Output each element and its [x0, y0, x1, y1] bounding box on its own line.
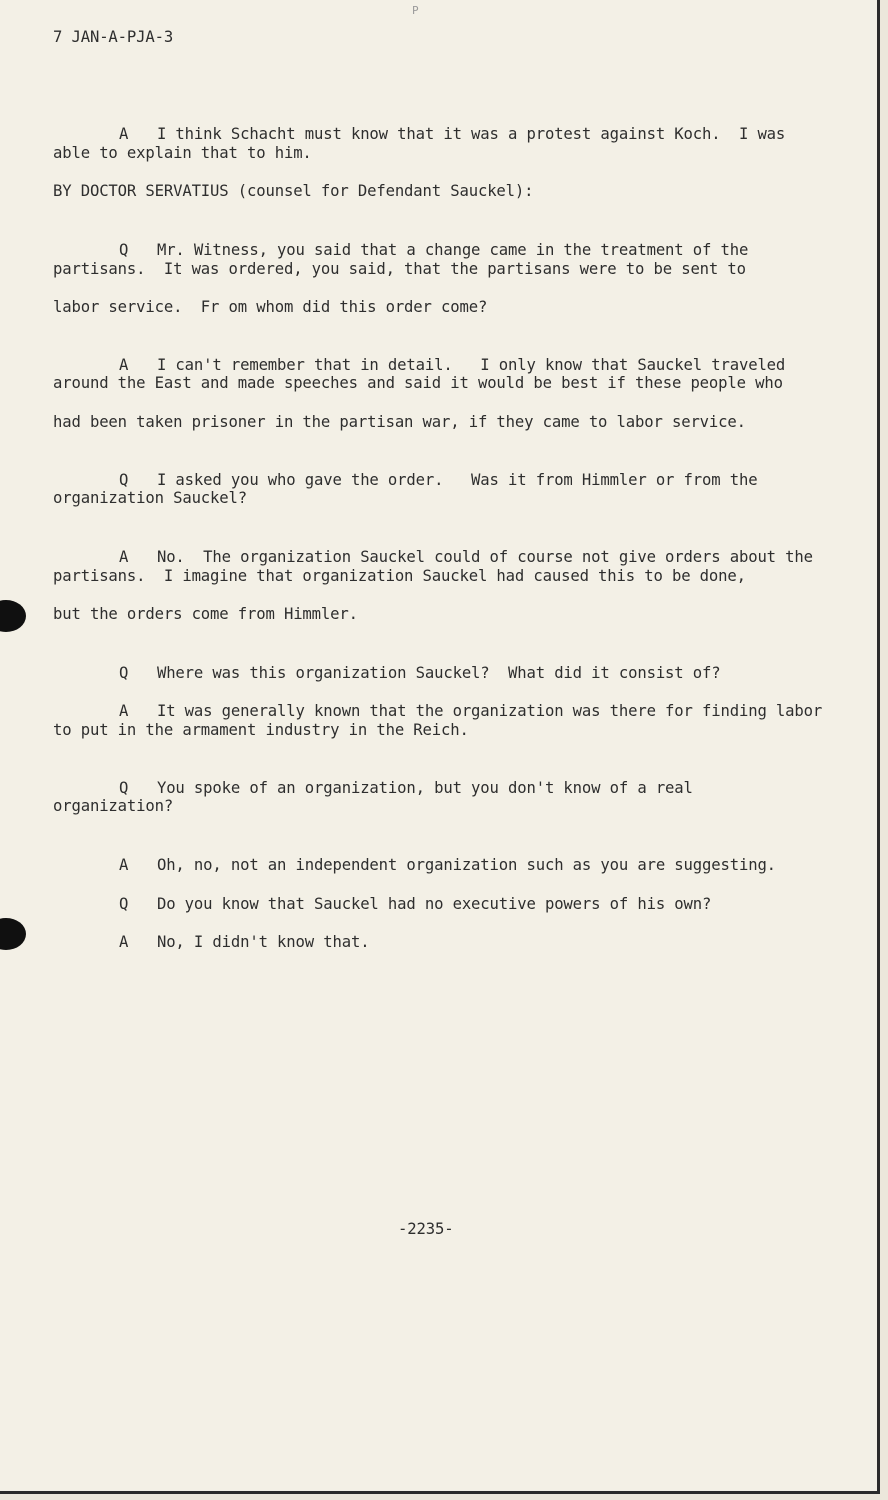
answer-text: I can't remember that in detail. I only know that Sauckel traveled [156, 356, 786, 374]
speaker-label: Q [118, 471, 129, 489]
speaker-label: Q [118, 779, 129, 797]
stamp-mark: P [412, 4, 419, 17]
speaker-label: Q [118, 664, 129, 682]
answer-text: It was generally known that the organization was there for finding labor [156, 702, 823, 720]
examiner-heading: BY DOCTOR SERVATIUS (counsel for Defendant Sauckel): [53, 182, 534, 200]
transcript-line: but the orders come from Himmler. [53, 605, 358, 623]
transcript-line: had been taken prisoner in the partisan war, if they came to labor service. [53, 413, 746, 431]
answer-text: No. The organization Sauckel could of course not give orders about the [156, 548, 813, 566]
punch-hole-icon [0, 918, 26, 950]
transcript-line: partisans. It was ordered, you said, that the partisans were to be sent to [53, 260, 746, 278]
transcript-line: around the East and made speeches and said it would be best if these people who [53, 374, 783, 392]
question-text: You spoke of an organization, but you don't know of a real [156, 779, 693, 797]
transcript-line [82, 912, 369, 972]
answer-text: No, I didn't know that. [156, 933, 370, 951]
question-text: Where was this organization Sauckel? What did it consist of? [156, 664, 721, 682]
transcript-line: to put in the armament industry in the Reich. [53, 721, 469, 739]
answer-text: I think Schacht must know that it was a protest against Koch. I was [156, 125, 786, 143]
transcript-line: partisans. I imagine that organization Sauckel had caused this to be done, [53, 567, 746, 585]
answer-text: Oh, no, not an independent organization such as you are suggesting. [156, 856, 776, 874]
transcript-line [82, 758, 693, 818]
speaker-label: A [118, 548, 129, 566]
transcript-line: organization? [53, 797, 174, 815]
speaker-label: A [118, 933, 129, 951]
transcript-line: labor service. Fr om whom did this order come? [53, 298, 488, 316]
page-reference: 7 JAN-A-PJA-3 [53, 28, 174, 46]
speaker-label: Q [118, 895, 129, 913]
transcript-line: organization Sauckel? [53, 489, 248, 507]
page-number: -2235- [398, 1220, 454, 1238]
speaker-label: A [118, 702, 129, 720]
transcript-line: able to explain that to him. [53, 144, 312, 162]
speaker-label: A [118, 125, 129, 143]
punch-hole-icon [0, 600, 26, 632]
question-text: Mr. Witness, you said that a change came in the treatment of the [156, 241, 749, 259]
question-text: Do you know that Sauckel had no executive powers of his own? [156, 895, 712, 913]
speaker-label: A [118, 856, 129, 874]
speaker-label: A [118, 356, 129, 374]
speaker-label: Q [118, 241, 129, 259]
question-text: I asked you who gave the order. Was it from Himmler or from the [156, 471, 758, 489]
